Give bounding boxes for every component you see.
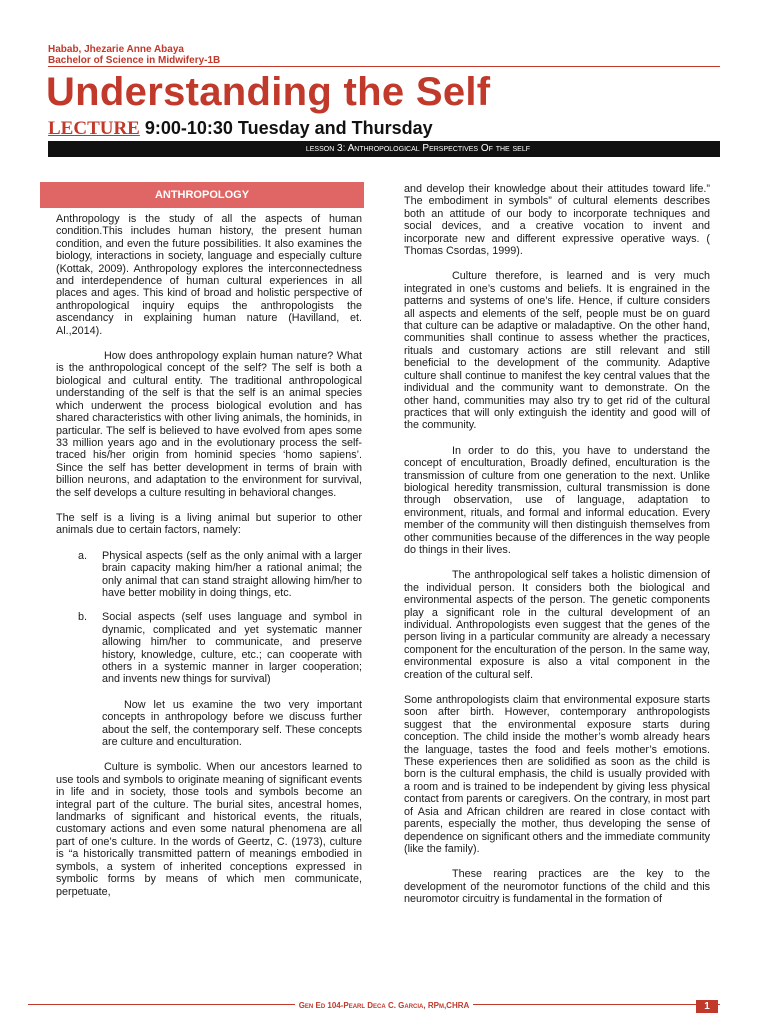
footer: [0, 1001, 768, 1010]
list-item: [56, 611, 362, 685]
paragraph: Some anthropologists claim that environmental exposure starts soon after birth. However, contemporary anthropologists suggest that the environmental exposure starts during conception. The child inside the mother’s womb already hears the language, tastes the food and feels mother’s emotions. These experiences then are solidified as soon as the child is born is the cultural emphasis, the child is usually provided with a room and is trained to be independent by giving less physical contact from parents or caregivers. On the contrary, in most part of Asia and African children are reared in close contact with parents, especially the mother, thus developing the sense of dependence on significant others and the immediate community (like the family).: [404, 694, 710, 855]
author-block: [48, 44, 220, 66]
header-rule: [48, 66, 720, 67]
paragraph: The self is a living is a living animal but superior to other animals due to certain factors, namely:: [56, 511, 362, 537]
author-name: Habab, Jhezarie Anne Abaya: [48, 44, 184, 55]
paragraph: How does anthropology explain human nature? What is the anthropological concept of the self? The self is both a biological and cultural entity. The traditional anthropological understanding of the self is that the self is an animal species which underwent the process biological evolution and has shared characteristics with other living animals, the hominids, in particular. The self is believed to have evolved from apes some 33 million years ago and in the evolutionary process the self-traced his/her origin from hominid species ‘homo sapiens’. Since the self has better development in terms of brain with billion neurons, and adaptation to the environment for survival, the self develops a culture resulting in behavioral changes.: [56, 350, 362, 499]
page-number: 1: [696, 1000, 718, 1013]
paragraph: Anthropology is the study of all the aspects of human condition.This includes human history, the present human condition, and even the future possibilities. It also examines the biology, interactions in society, language and especially culture (Kottak, 2009). Anthropology explores the interconnectedness and interdependence of human cultural experiences in all places and ages. This kind of broad and holistic perspective of anthropological inquiry equips the anthropologists the ascendancy in explaining human nature (Havilland, et. Al.,2014).: [56, 213, 362, 337]
paragraph: In order to do this, you have to understand the concept of enculturation, Broadly defined, enculturation is the transmission of culture from one generation to the next. Unlike biological heredity transmission, cultural transmission is done through observation, use of language, adaptation to environment, rituals, and formal and informal education. Every member of the community will then distinguish themselves from other communities because of the differences in the way people do things in their lives.: [404, 444, 710, 556]
footer-text: Gen Ed 104-Pearl Deca C. Garcia, RPm,CHRA: [295, 1001, 474, 1010]
paragraph: Culture therefore, is learned and is very much integrated in one’s customs and beliefs. It is engrained in the patterns and systems of one’s life. Hence, if culture considers all aspects and elements of the self, people must be on guard that culture can be adaptive or maladaptive. On the other hand, communities shall continue to assess whether the practices, rituals and customary actions are still relevant and still beneficial to the development of the community. Adaptive culture shall continue to manifest the key central values that the individual and the community want to demonstrate. On the other hand, communities may also try to get rid of the cultural practices that will only extinguish the identity and good will of the community.: [404, 270, 710, 432]
lecture-line: [48, 118, 433, 140]
lecture-label: LECTURE: [48, 118, 140, 139]
author-program: Bachelor of Science in Midwifery-1B: [48, 55, 221, 66]
list-marker: b.: [78, 611, 88, 624]
paragraph: The anthropological self takes a holistic dimension of the individual person. It considers both the biological and environmental aspects of the person. The genetic components play a significant role in the cultural development of an individual. Anthropologists even suggest that the genes of the person living in a particular community are already a necessary component for the enculturation of the person. In the same way, environmental exposure is also a vital component in the creation of the cultural self.: [404, 569, 710, 681]
aspects-list: [56, 550, 362, 686]
paragraph: These rearing practices are the key to the development of the neuromotor functions of the child and this neuromotor circuitry is fundamental in the formation of: [404, 868, 710, 906]
list-text: Physical aspects (self as the only animal with a larger brain capacity making him/her a rational animal; the only animal that can stand straight allowing him/her to have better mobility in doing things, etc.: [102, 549, 362, 599]
list-item: [56, 550, 362, 600]
section-heading: ANTHROPOLOGY: [40, 182, 364, 208]
paragraph: and develop their knowledge about their attitudes toward life.” The embodiment in symbols” of cultural elements describes both an attitude of our body to incorporate techniques and social devices, and a creative vocation to invent and incorporate new and different expressive operative ways. ( Thomas Csordas, 1999).: [404, 183, 710, 258]
list-text: Social aspects (self uses language and symbol in dynamic, complicated and yet systematic manner allowing him/her to communicate, and preserve history, knowledge, culture, etc.; can cooperate with others in a systemic manner in larger cooperation; and invents new things for survival): [102, 611, 362, 686]
left-column: [56, 213, 362, 911]
lecture-schedule: 9:00-10:30 Tuesday and Thursday: [144, 118, 433, 138]
right-column: [404, 183, 710, 919]
lesson-bar: lesson 3: Anthropological Perspectives Of the self: [48, 141, 720, 157]
paragraph: Culture is symbolic. When our ancestors learned to use tools and symbols to originate meaning of significant events in life and in society, those tools and symbols become an integral part of the culture. The burial sites, ancestral homes, landmarks of significant and historical events, the rituals, customary actions and even some natural phenomena are all part of one’s culture. In the words of Geertz, C. (1973), culture is “a historically transmitted pattern of meanings embodied in symbols, a system of inherited conceptions expressed in symbolic forms by means of which men communicate, perpetuate,: [56, 761, 362, 898]
paragraph: Now let us examine the two very important concepts in anthropology before we discuss further about the self, the contemporary self. These concepts are culture and enculturation.: [102, 698, 362, 749]
list-marker: a.: [78, 549, 88, 562]
page-title: Understanding the Self: [46, 70, 491, 114]
